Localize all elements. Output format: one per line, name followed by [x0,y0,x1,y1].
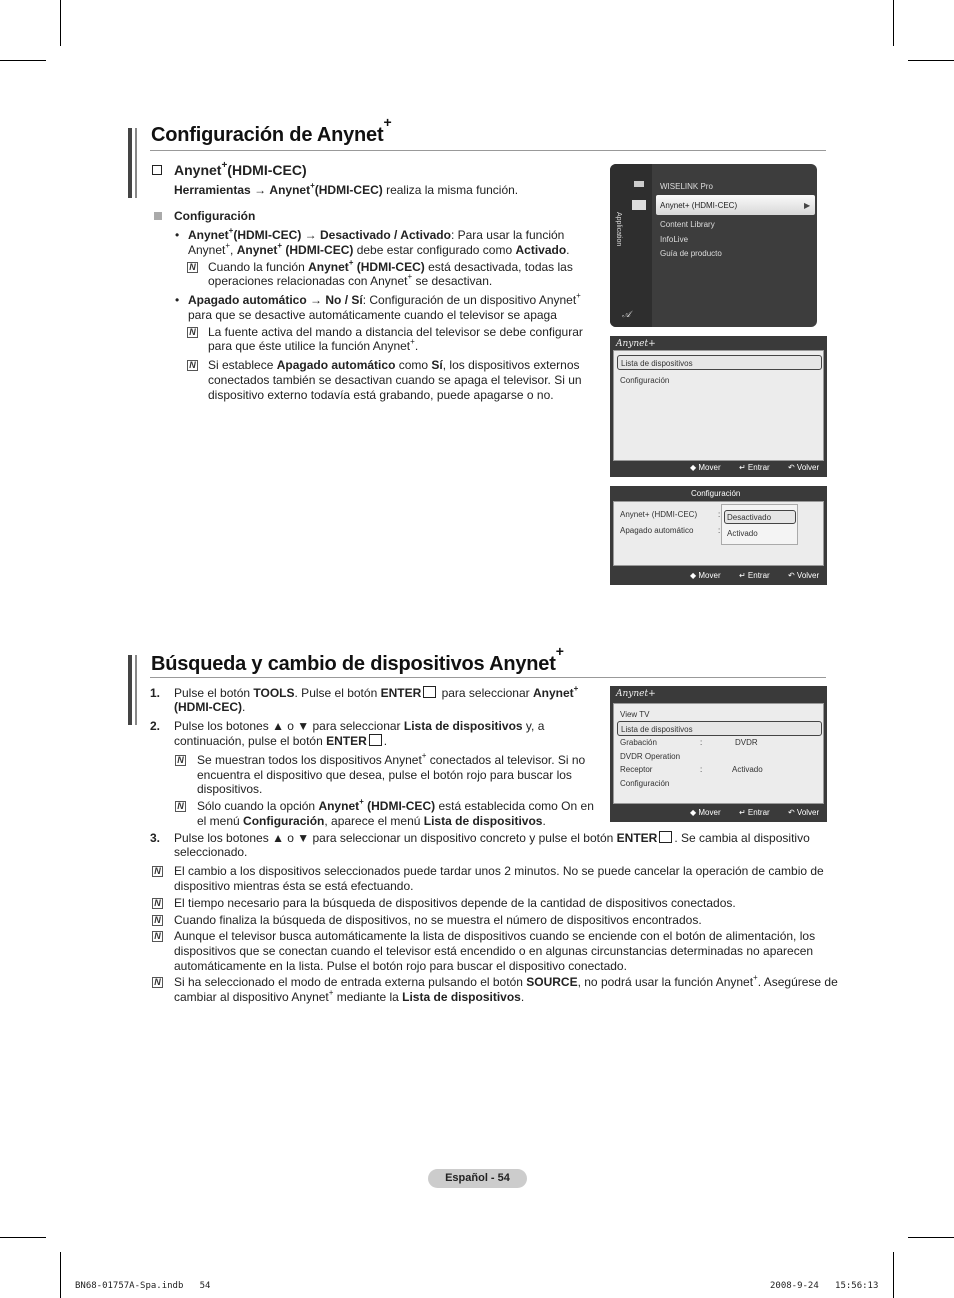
note-3-line-3: dispositivo externo todavía está grabando, puede apagarse o no. [208,388,554,402]
option[interactable]: Activado [727,529,758,538]
note-2-line-1: La fuente activa del mando a distancia del televisor se debe configurar [208,325,583,339]
config-row[interactable]: Apagado automático [620,526,694,535]
step-2-line-1: Pulse los botones ▲ o ▼ para seleccionar Lista de dispositivos y, a [174,719,545,733]
enter-icon [423,686,436,698]
general-note-5-line-1: Si ha seleccionado el modo de entrada externa pulsando el botón SOURCE, no podrá usar la función Anynet+. Asegúrese de [174,973,838,989]
section-title: Búsqueda y cambio de dispositivos Anynet+ [151,643,564,675]
bullet-2-line-2: para que se desactive automáticamente cuando el televisor se apaga [188,308,557,322]
page-number: Español - 54 [428,1169,527,1188]
option-selected[interactable] [724,510,796,524]
menu-item[interactable]: Content Library [660,220,715,229]
menu-item-selected[interactable] [617,721,822,736]
menu-item[interactable]: Configuración [620,376,670,385]
option-label: Desactivado [727,513,772,522]
config-menu-screenshot [610,486,827,585]
menu-item-label: Lista de dispositivos [621,359,693,368]
colon: : [700,738,703,747]
note-icon: N [175,801,186,812]
note-icon: N [152,915,163,926]
crop-mark [60,0,61,46]
menu-item[interactable]: Configuración [620,779,670,788]
sub-heading: Anynet+(HDMI-CEC) [174,160,307,178]
nav-enter: ↵ Entrar [739,571,770,580]
nav-return: ↶ Volver [788,808,820,817]
general-note-2: El tiempo necesario para la búsqueda de dispositivos depende de la cantidad de dispositivos conectados. [174,896,736,910]
general-note-3: Cuando finaliza la búsqueda de dispositivos, no se muestra el número de dispositivos encontrados. [174,913,702,927]
step-1-line-2: (HDMI-CEC). [174,700,246,714]
s2-note-1-line-1: Se muestran todos los dispositivos Anynet+ conectados al televisor. Si no [197,751,586,767]
menu-item[interactable]: View TV [620,710,650,719]
crop-mark [0,60,46,61]
note-icon: N [152,977,163,988]
general-note-1-line-1: El cambio a los dispositivos seleccionados puede tardar unos 2 minutos. No se puede cancelar la operación de cambio de [174,864,824,878]
note-1-line-1: Cuando la función Anynet+ (HDMI-CEC) está desactivada, todas las [208,258,573,274]
checkbox-icon [152,165,162,175]
nav-enter: ↵ Entrar [739,808,770,817]
menu-item[interactable]: InfoLive [660,235,689,244]
anynet-logo-icon: 𝒜 [622,309,631,319]
colon: : [718,526,721,535]
general-note-4-line-1: Aunque el televisor busca automáticamente la lista de dispositivos cuando se enciende con el botón de alimentación, los [174,929,816,943]
note-icon: N [175,755,186,766]
section-rule [150,150,826,151]
config-label: Configuración [174,209,256,223]
note-icon: N [187,262,198,273]
device-value: DVDR [735,738,758,747]
crop-mark [893,1252,894,1298]
general-note-4-line-2: dispositivos que se conectan cuando el televisor está encendido o en algunas circunstancias determinadas no aparecen [174,944,814,958]
print-date: 2008-9-24 15:56:13 [770,1281,879,1291]
step-1-line-1: Pulse el botón TOOLS. Pulse el botón ENTER para seleccionar Anynet+ [174,684,579,700]
step-3-line-2: seleccionado. [174,845,248,859]
step-number: 1. [150,686,161,700]
step-3-line-1: Pulse los botones ▲ o ▼ para seleccionar un dispositivo concreto y pulse el botón ENTER . Se cambia al dispositivo [174,831,810,845]
bullet-dot: • [175,293,180,307]
tv-menu-screenshot [610,164,817,327]
bullet-2-line-1: Apagado automático → No / Sí: Configuración de un dispositivo Anynet+ [188,291,581,307]
enter-icon [369,734,382,746]
nav-move: ◆ Mover [690,808,721,817]
nav-return: ↶ Volver [788,463,820,472]
options-dropdown [721,504,798,545]
menu-item[interactable]: Receptor [620,765,653,774]
menu-item[interactable]: Guía de producto [660,249,722,258]
nav-return: ↶ Volver [788,571,820,580]
enter-icon [659,831,672,843]
menu-item-label: Lista de dispositivos [621,725,693,734]
device-list-screenshot [610,686,827,822]
menu-item-selected[interactable] [617,355,822,370]
general-note-1-line-2: dispositivo mientras ésta se está efectuando. [174,879,414,893]
config-row[interactable]: Anynet+ (HDMI-CEC) [620,510,698,519]
s2-note-1-line-3: dispositivos. [197,782,263,796]
arrow-right-icon: ▶ [804,201,811,210]
bullet-dot: • [175,228,180,242]
section-bar [135,128,137,198]
menu-item[interactable]: WISELINK Pro [660,182,713,191]
crop-mark [893,0,894,46]
s2-note-2-line-1: Sólo cuando la opción Anynet+ (HDMI-CEC) está establecida como On en [197,797,594,813]
step-number: 2. [150,719,161,733]
note-2-line-2: para que éste utilice la función Anynet+. [208,337,419,353]
application-icon [632,200,646,210]
note-icon: N [152,898,163,909]
crop-mark [0,1237,46,1238]
square-bullet-icon [154,212,162,220]
crop-mark [908,60,954,61]
section-bar [135,655,137,725]
nav-move: ◆ Mover [690,463,721,472]
bullet-1-line-2: Anynet+, Anynet+ (HDMI-CEC) debe estar configurado como Activado. [188,241,570,257]
section-title: Configuración de Anynet+ [151,114,392,146]
menu-item-label: Anynet+ (HDMI-CEC) [660,201,738,210]
file-info: BN68-01757A-Spa.indb 54 [75,1281,211,1291]
nav-enter: ↵ Entrar [739,463,770,472]
menu-item[interactable]: DVDR Operation [620,752,681,761]
general-note-4-line-3: automáticamente en la lista. Pulse el botón rojo para buscar el dispositivo conectado. [174,959,627,973]
note-3-line-1: Si establece Apagado automático como Sí, los dispositivos externos [208,358,580,372]
colon: : [700,765,703,774]
step-2-line-2: continuación, pulse el botón ENTER . [174,734,388,748]
anynet-logo: Anynet+ [616,689,656,699]
step-number: 3. [150,831,161,845]
input-icon [634,181,644,187]
bullet-1-line-1: Anynet+(HDMI-CEC) → Desactivado / Activado: Para usar la función [188,226,565,242]
config-header: Configuración [691,489,741,498]
section-rule [150,677,826,678]
device-value: Activado [732,765,763,774]
note-icon: N [187,360,198,371]
s2-note-2-line-2: el menú Configuración, aparece el menú Lista de dispositivos. [197,814,546,828]
s2-note-1-line-2: encuentra el dispositivo que desea, pulse el botón rojo para buscar los [197,768,572,782]
note-1-line-2: operaciones relacionadas con Anynet+ se desactivan. [208,272,493,288]
note-icon: N [152,866,163,877]
colon: : [718,510,721,519]
menu-panel [613,703,824,804]
note-icon: N [152,931,163,942]
app-side-label: Application [615,212,622,247]
note-icon: N [187,327,198,338]
crop-mark [908,1237,954,1238]
section-bar [128,655,132,725]
general-note-5-line-2: cambiar al dispositivo Anynet+ mediante la Lista de dispositivos. [174,988,525,1004]
menu-item-selected[interactable] [656,195,815,215]
crop-mark [60,1252,61,1298]
menu-panel [613,350,824,461]
note-3-line-2: conectados también se desactivan cuando se apaga el televisor. Si un [208,373,582,387]
anynet-logo: Anynet+ [616,339,656,349]
nav-move: ◆ Mover [690,571,721,580]
section-bar [128,128,132,198]
config-panel [613,501,824,566]
tools-line: Herramientas → Anynet+(HDMI-CEC) realiza la misma función. [174,181,519,197]
menu-item[interactable]: Grabación [620,738,657,747]
anynet-menu-screenshot [610,336,827,477]
